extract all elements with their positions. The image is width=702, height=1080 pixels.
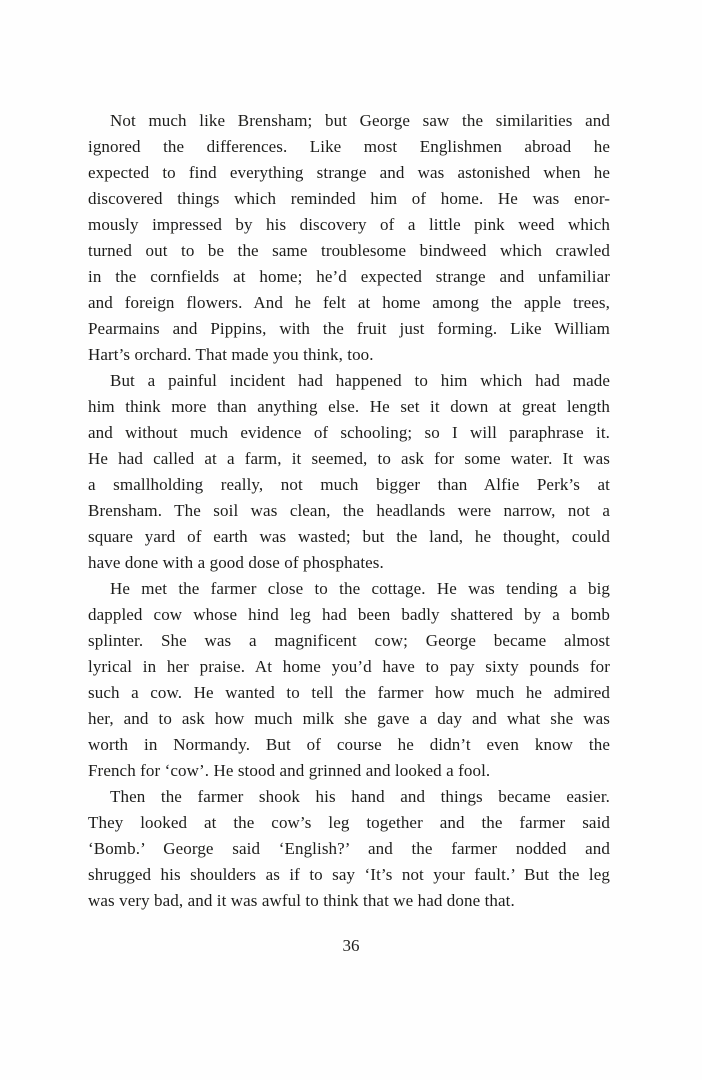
text-line: expected to find everything strange and was astonished when he bbox=[88, 163, 610, 182]
text-line: a smallholding really, not much bigger than Alfie Perk’s at bbox=[88, 475, 610, 494]
text-line: turned out to be the same troublesome bindweed which crawled bbox=[88, 241, 610, 260]
text-line: He had called at a farm, it seemed, to ask for some water. It was bbox=[88, 449, 610, 468]
text-line: dappled cow whose hind leg had been badly shattered by a bomb bbox=[88, 605, 610, 624]
text-line: Not much like Brensham; but George saw the similarities and bbox=[110, 111, 610, 130]
text-line: splinter. She was a magnificent cow; George became almost bbox=[88, 631, 610, 650]
text-line: and without much evidence of schooling; so I will paraphrase it. bbox=[88, 423, 610, 442]
text-line: They looked at the cow’s leg together and the farmer said bbox=[88, 813, 610, 832]
text-line: worth in Normandy. But of course he didn’t even know the bbox=[88, 735, 610, 754]
text-line: such a cow. He wanted to tell the farmer how much he admired bbox=[88, 683, 610, 702]
text-line: Then the farmer shook his hand and things became easier. bbox=[110, 787, 610, 806]
text-line: her, and to ask how much milk she gave a day and what she was bbox=[88, 709, 610, 728]
text-line: discovered things which reminded him of home. He was enor- bbox=[88, 189, 610, 208]
text-line: Pearmains and Pippins, with the fruit just forming. Like William bbox=[88, 319, 610, 338]
text-line: French for ‘cow’. He stood and grinned and looked a fool. bbox=[88, 761, 491, 780]
text-line: Hart’s orchard. That made you think, too. bbox=[88, 345, 374, 364]
text-line: ignored the differences. Like most Englishmen abroad he bbox=[88, 137, 610, 156]
paragraph bbox=[88, 368, 610, 576]
text-line: in the cornfields at home; he’d expected strange and unfamiliar bbox=[88, 267, 610, 286]
paragraph bbox=[88, 108, 610, 368]
text-line: square yard of earth was wasted; but the land, he thought, could bbox=[88, 527, 610, 546]
text-line: lyrical in her praise. At home you’d have to pay sixty pounds for bbox=[88, 657, 610, 676]
text-line: He met the farmer close to the cottage. He was tending a big bbox=[110, 579, 610, 598]
text-line: have done with a good dose of phosphates. bbox=[88, 553, 384, 572]
text-line: him think more than anything else. He set it down at great length bbox=[88, 397, 610, 416]
text-line: ‘Bomb.’ George said ‘English?’ and the farmer nodded and bbox=[88, 839, 610, 858]
page-number: 36 bbox=[342, 936, 360, 955]
text-line: Brensham. The soil was clean, the headlands were narrow, not a bbox=[88, 501, 610, 520]
text-block bbox=[88, 108, 610, 914]
text-line: mously impressed by his discovery of a little pink weed which bbox=[88, 215, 610, 234]
paragraph bbox=[88, 576, 610, 784]
text-line: But a painful incident had happened to him which had made bbox=[110, 371, 610, 390]
text-line: and foreign flowers. And he felt at home among the apple trees, bbox=[88, 293, 610, 312]
paragraph bbox=[88, 784, 610, 914]
text-line: shrugged his shoulders as if to say ‘It’s not your fault.’ But the leg bbox=[88, 865, 610, 884]
text-line: was very bad, and it was awful to think that we had done that. bbox=[88, 891, 515, 910]
